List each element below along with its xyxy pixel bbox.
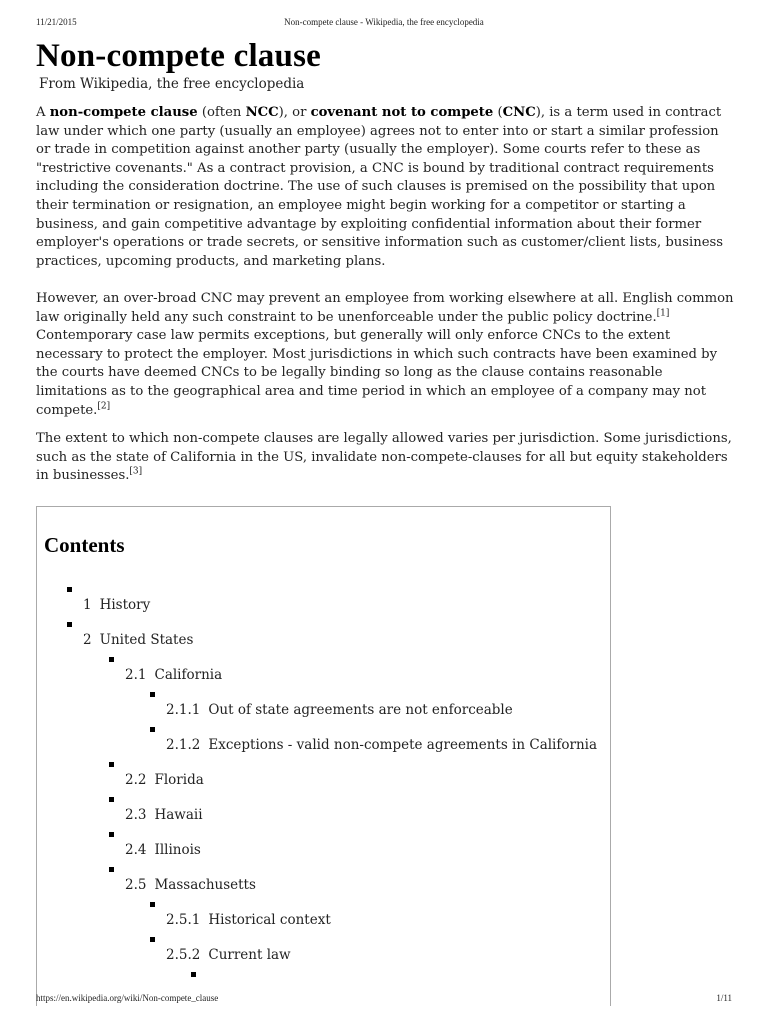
toc-number: 2.1.1 <box>166 702 201 718</box>
bullet-icon <box>109 867 114 872</box>
toc-number: 1 <box>83 597 92 613</box>
toc-number: 2.1.2 <box>166 737 201 753</box>
citation-link-3[interactable]: [3] <box>129 466 143 477</box>
bullet-icon <box>150 727 155 732</box>
print-url: https://en.wikipedia.org/wiki/Non-compete_clause <box>36 993 219 1003</box>
toc-label: History <box>99 597 151 613</box>
term-covenant-not-to-compete: covenant not to compete <box>310 105 494 120</box>
print-page-title: Non-compete clause - Wikipedia, the free encyclopedia <box>284 17 484 27</box>
toc-number: 2.2 <box>125 772 147 788</box>
print-date: 11/21/2015 <box>36 17 77 27</box>
toc-number: 2.4 <box>125 842 147 858</box>
citation-link-1[interactable]: [1] <box>656 308 670 319</box>
p1-text-5: ), is a term used in contract law under which one party (usually an employee) agrees not to enter into or start a similar profession or trade in competition against another party (usually the employer). Some courts refer to these as "restrictive covenants." As a contract provision, a CNC is bound by traditional contract requirements including the consideration doctrine. The use of such clauses is premised on the possibility that upon their termination or resignation, an employee might begin working for a competitor or starting a business, and gain competitive advantage by exploiting confidential information about their former employer's operations or trade secrets, or sensitive information such as customer/client lists, business practices, upcoming products, and marketing plans. <box>36 105 724 269</box>
p3-text-1: The extent to which non-compete clauses are legally allowed varies per jurisdiction. Some jurisdictions, such as the state of California in the US, invalidate non-compete-clauses for all but equity stakeholders in businesses. <box>36 431 732 484</box>
toc-label: United States <box>99 632 194 648</box>
bullet-icon <box>109 657 114 662</box>
p2-text-1: However, an over-broad CNC may prevent an employee from working elsewhere at all. English common law originally held any such constraint to be unenforceable under the public policy doctrine. <box>36 291 734 325</box>
term-cnc: CNC <box>502 105 536 120</box>
toc-title: Contents <box>44 533 125 557</box>
toc-label: Hawaii <box>154 807 203 823</box>
toc-label: Current law <box>208 947 291 963</box>
p1-text-3: ), or <box>278 105 311 120</box>
intro-paragraph-3 <box>36 430 736 486</box>
term-ncc: NCC <box>245 105 279 120</box>
p2-text-2: Contemporary case law permits exceptions, but generally will only enforce CNCs to the extent necessary to protect the employer. Most jurisdictions in which such contracts have been examined by the courts have deemed CNCs to be legally binding so long as the clause contains reasonable limitations as to the geographical area and time period in which an employee of a company may not compete. <box>36 328 718 418</box>
bullet-icon <box>109 797 114 802</box>
toc-label: Historical context <box>208 912 331 928</box>
bullet-icon <box>109 832 114 837</box>
page-title: Non-compete clause <box>36 38 321 74</box>
bullet-icon <box>150 937 155 942</box>
toc-number: 2.5 <box>125 877 147 893</box>
toc-label: Exceptions - valid non-compete agreements in California <box>208 737 598 753</box>
p1-text-2: (often <box>197 105 246 120</box>
print-page-number: 1/11 <box>716 993 732 1003</box>
toc-number: 2.5.1 <box>166 912 201 928</box>
intro-paragraph-1 <box>36 104 736 271</box>
toc-number: 2 <box>83 632 92 648</box>
term-non-compete-clause: non-compete clause <box>49 105 198 120</box>
p1-text-1: A <box>36 105 50 120</box>
toc-label: Out of state agreements are not enforceable <box>208 702 513 718</box>
toc-label: Illinois <box>154 842 201 858</box>
bullet-icon <box>67 622 72 627</box>
bullet-icon <box>191 972 196 977</box>
toc-number: 2.1 <box>125 667 147 683</box>
intro-paragraph-2 <box>36 290 736 420</box>
bullet-icon <box>67 587 72 592</box>
page-subtitle: From Wikipedia, the free encyclopedia <box>39 76 305 92</box>
bullet-icon <box>150 692 155 697</box>
bullet-icon <box>150 902 155 907</box>
toc-number: 2.3 <box>125 807 147 823</box>
toc-number: 2.5.2 <box>166 947 201 963</box>
p1-text-4: ( <box>493 105 503 120</box>
bullet-icon <box>109 762 114 767</box>
toc-label: Massachusetts <box>154 877 256 893</box>
table-of-contents <box>36 506 611 1006</box>
toc-label: California <box>154 667 223 683</box>
citation-link-2[interactable]: [2] <box>97 401 111 412</box>
toc-label: Florida <box>154 772 204 788</box>
